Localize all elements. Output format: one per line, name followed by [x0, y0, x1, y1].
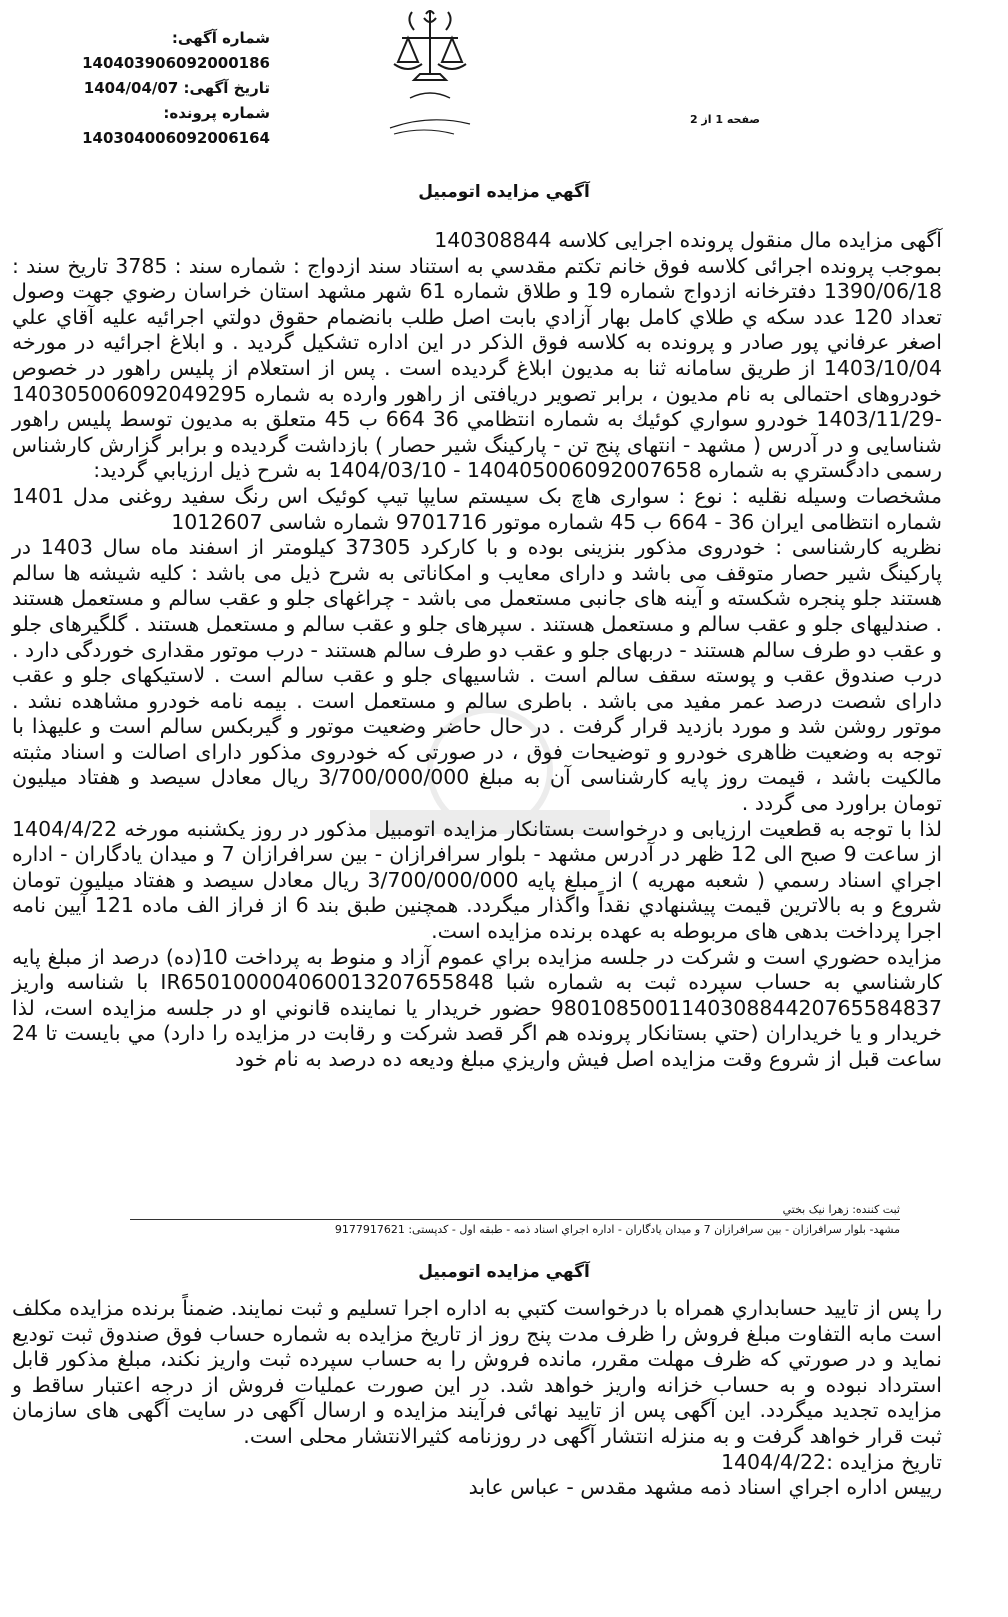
office-address: مشهد- بلوار سرافرازان - بين سرافرازان 7 و ميدان يادگاران - اداره اجراي اسناد ذمه - طبقه اول - کدپستی: 9177917621 — [130, 1219, 900, 1236]
case-number-row — [20, 101, 270, 151]
page-indicator: صفحه 1 از 2 — [689, 113, 760, 126]
body-paragraph: مشخصات وسیله نقلیه : نوع : سواری هاچ بک سیستم سایپا تیپ کوئیک اس رنگ سفید روغنی مدل 1401 شماره انتظامی ایران 36 - 664 ب 45 شماره موتور 9701716 شماره شاسی 1012607 — [12, 483, 942, 534]
notice-title-continued: آگهي مزايده اتومبيل — [418, 1262, 590, 1282]
body-paragraph: نظریه کارشناسی : خودروی مذکور بنزینی بوده و با کارکرد 37305 کیلومتر از اسفند ماه سال 1403 در پارکینگ شیر حصار متوقف می باشد و دارای معایب و امکاناتی به شرح ذیل می باشد : کلیه شیشه ها سالم هستند جلو پنجره شکسته و آینه های جانبی مستعمل می باشد - چراغهای جلو و عقب سالم و مستعمل هستند . صندلیهای جلو و عقب سالم و مستعمل هستند . سپرهای جلو و عقب سالم و مستعمل هستند . گلگیرهای جلو و عقب دو طرف سالم هستند - دربهای جلو و عقب دو طرف سالم هستند - درب موتور مقداری خوردگی دارد . درب صندوق عقب و پوسته سقف سالم است . شاسیهای جلو و عقب سالم است . لاستیکهای جلو و عقب دارای شصت درصد عمر مفید می باشد . باطری سالم و مستعمل است . بیمه نامه خودرو مشاهده نشد . موتور روشن شد و مورد بازدید قرار گرفت . در حال حاضر وضعیت موتور و گیربکس سالم است و علیهذا با توجه به وضعیت ظاهری خودرو و توضیحات فوق ، در صورتی که خودروی مذکور دارای اصالت و اسناد مثبته مالکیت باشد ، قیمت روز پایه کارشناسی آن به مبلغ 3/700/000/000 ریال معادل سیصد و هفتاد میلیون تومان براورد می گردد . — [12, 535, 943, 816]
notice-body — [12, 228, 942, 1073]
signer-label: ثبت کننده: — [852, 1203, 900, 1216]
footer-info — [130, 1203, 900, 1236]
case-number: 140304006092006164 — [82, 129, 270, 147]
case-number-label: شماره پرونده: — [163, 104, 270, 122]
judiciary-emblem-logo — [380, 4, 480, 142]
notice-date-label: تاریخ آگهی: — [183, 79, 270, 97]
signer-name: زهرا نیک بختي — [782, 1203, 849, 1216]
signature-line: رييس اداره اجراي اسناد ذمه مشهد مقدس - عباس عابد — [468, 1475, 942, 1500]
notice-title: آگهي مزايده اتومبيل — [418, 182, 590, 202]
notice-number: 140403906092000186 — [82, 54, 270, 72]
signer-row — [130, 1203, 900, 1216]
body-paragraph: آگهی مزایده مال منقول پرونده اجرایی کلاسه 140308844 — [434, 228, 942, 252]
body-paragraph: بموجب پرونده اجرائی کلاسه فوق خانم تکتم مقدسي به استناد سند ازدواج : شماره سند : 3785 تاريخ سند : 1390/06/18 دفترخانه ازدواج شماره 19 و طلاق شماره 61 شهر مشهد استان خراسان رضوي جهت وصول تعداد 120 عدد سكه ي طلاي كامل بهار آزادي بابت اصل طلب بانضمام حقوق دولتي اجرائيه عليه آقاي علي اصغر عرفاني پور صادر و پرونده به کلاسه فوق الذکر در این اداره تشکیل گردید . و ابلاغ اجرائیه در مورخه 1403/10/04 از طریق سامانه ثنا به مدیون ابلاغ گردیده است . پس از استعلام از پلیس راهور در خصوص خودروهای احتمالی به نام مدیون ، برابر تصویر دریافتی از راهور وارده به شماره 140305006092049295 -1403/11/29 خودرو سواري كوئيك به شماره انتظامي 36 664 ب 45 متعلق به مدیون توسط پلیس راهور شناسایی و در آدرس ( مشهد - انتهای پنج تن - پارکینگ شیر حصار ) بازداشت گردیده و برابر گزارش کارشناس رسمی دادگستري به شماره 140405006092007658 - 1404/03/10 به شرح ذيل ارزيابي گرديد: — [12, 253, 943, 483]
notice-date: 1404/04/07 — [83, 79, 179, 97]
body2-paragraph: را پس از تاييد حسابداري همراه با درخواست کتبي به اداره اجرا تسليم و ثبت نمايند. ضمناً برنده مزايده مکلف است مابه التفاوت مبلغ فروش را ظرف مدت پنج روز از تاريخ مزايده به شماره حساب فوق صندوق ثبت توديع نمايد و در صورتي که ظرف مهلت مقرر، مانده فروش را به حساب سپرده ثبت واريز نکند، مبلغ مذکور قابل استرداد نبوده و به حساب خزانه واريز خواهد شد. در اين صورت عمليات فروش از درجه اعتبار ساقط و مزايده تجديد ميگردد. اين آگهی پس از تاييد نهائی فرآيند مزايده و ارسال آگهی در سايت آگهی های سازمان ثبت قرار خواهد گرفت و به منزله انتشار آگهی در روزنامه کثيرالانتشار محلی است. — [12, 1296, 942, 1448]
notice-number-label: شماره آگهی: — [171, 29, 270, 47]
notice-body-continued — [12, 1296, 942, 1501]
notice-number-row — [20, 26, 270, 76]
auction-date: تاريخ مزايده :1404/4/22 — [720, 1449, 942, 1474]
body-paragraph: مزايده حضوري است و شرکت در جلسه مزايده براي عموم آزاد و منوط به پرداخت 10(ده) درصد از مبلغ پايه کارشناسي به حساب سپرده ثبت به شماره شبا IR650100004060013207655848 با شناسه واريز 980108500114030884420765584837 حضور خريدار يا نماينده قانوني او در جلسه مزايده است، لذا خريدار و يا خريداران (حتي بستانکار پرونده هم اگر قصد شرکت و رقابت در مزايده را دارد) مي بايست تا 24 ساعت قبل از شروع وقت مزايده اصل فيش واريزي مبلغ وديعه ده درصد به نام خود — [12, 944, 942, 1071]
body-paragraph: لذا با توجه به قطعیت ارزیابی و درخواست بستانکار مزایده اتومبیل مذکور در روز یکشنبه مورخه 1404/4/22 از ساعت 9 صبح الی 12 ظهر در آدرس مشهد - بلوار سرافرازان - بین سرافرازان 7 و میدان یادگاران - اداره اجراي اسناد رسمي ( شعبه مهریه ) از مبلغ پايه 3/700/000/000 ريال معادل سیصد و هفتاد میلیون تومان شروع و به بالاترين قيمت پيشنهادي نقداً واگذار ميگردد. همچنین طبق بند 6 از فراز الف ماده 121 آیین نامه اجرا پرداخت بدهی های مربوطه به عهده برنده مزایده است. — [12, 816, 943, 944]
notice-date-row — [20, 76, 270, 101]
notice-meta — [20, 26, 270, 151]
